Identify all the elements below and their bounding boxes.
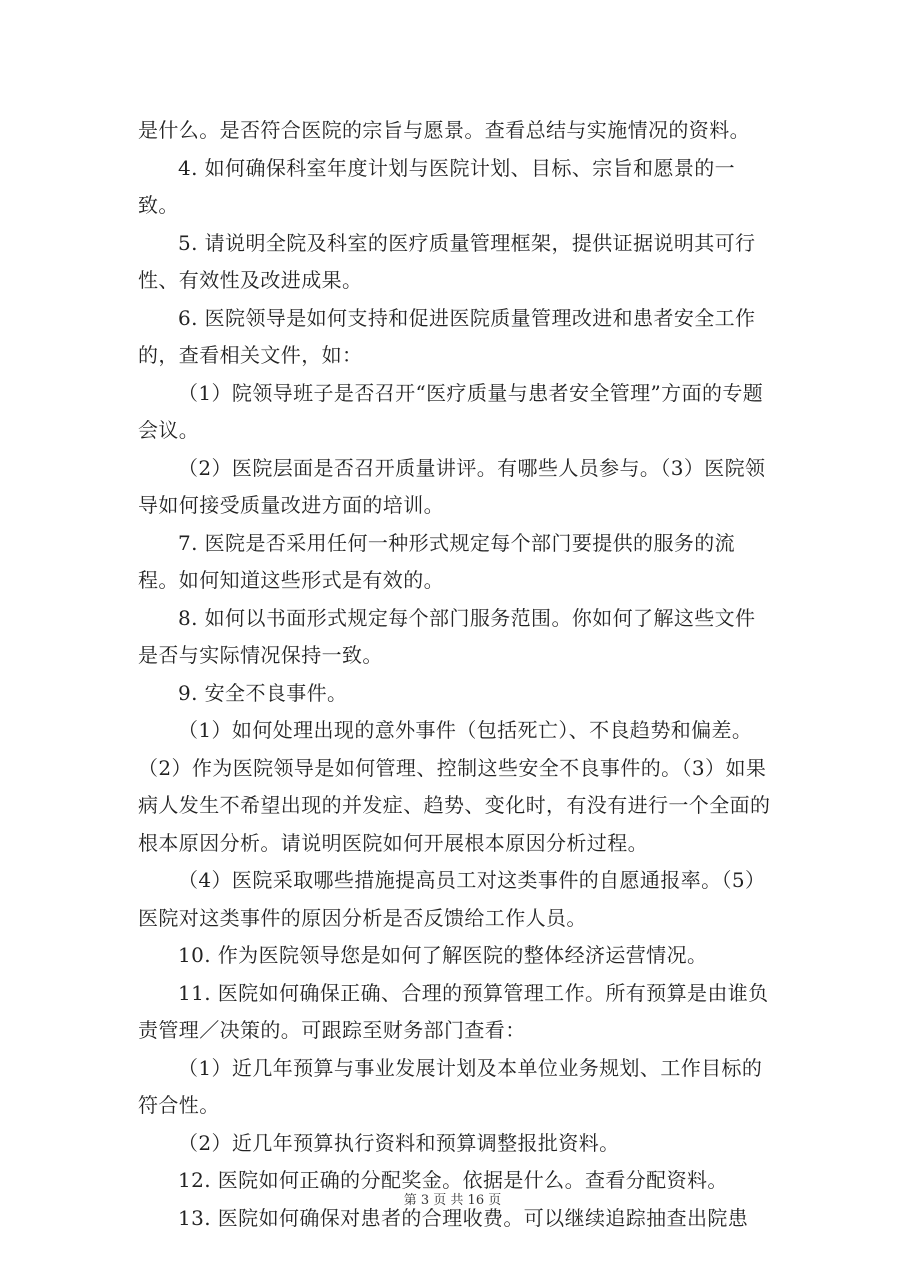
document-body: [138, 112, 774, 1237]
paragraph: （2）近几年预算执行资料和预算调整报批资料。: [178, 1130, 620, 1155]
paragraph: （1）近几年预算与事业发展计划及本单位业务规划、工作目标的符合性。: [138, 1055, 763, 1117]
paragraph: 8. 如何以书面形式规定每个部门服务范围。你如何了解这些文件是否与实际情况保持一致。: [138, 605, 756, 667]
paragraph: （1）如何处理出现的意外事件（包括死亡）、不良趋势和偏差。（2）作为医院领导是如何管理、控制这些安全不良事件的。（3）如果病人发生不希望出现的并发症、趋势、变化时，有没有进行一个全面的根本原因分析。请说明医院如何开展根本原因分析过程。: [138, 718, 771, 855]
paragraph: （1）院领导班子是否召开“医疗质量与患者安全管理”方面的专题会议。: [138, 380, 764, 442]
paragraph: 12. 医院如何正确的分配奖金。依据是什么。查看分配资料。: [178, 1168, 728, 1192]
page-number-footer: 第 3 页 共 16 页: [403, 1193, 502, 1208]
paragraph: 5. 请说明全院及科室的医疗质量管理框架，提供证据说明其可行性、有效性及改进成果。: [138, 230, 756, 292]
paragraph: （2）医院层面是否召开质量讲评。有哪些人员参与。（3）医院领导如何接受质量改进方面的培训。: [138, 455, 766, 517]
paragraph: 4. 如何确保科室年度计划与医院计划、目标、宗旨和愿景的一致。: [138, 155, 736, 217]
paragraph: （4）医院采取哪些措施提高员工对这类事件的自愿通报率。（5）医院对这类事件的原因分析是否反馈给工作人员。: [138, 868, 766, 930]
paragraph: 9. 安全不良事件。: [178, 680, 348, 705]
paragraph: 11. 医院如何确保正确、合理的预算管理工作。所有预算是由谁负责管理／决策的。可跟踪至财务部门查看：: [138, 980, 769, 1042]
paragraph: 6. 医院领导是如何支持和促进医院质量管理改进和患者安全工作的，查看相关文件，如：: [138, 305, 756, 367]
paragraph: 13. 医院如何确保对患者的合理收费。可以继续追踪抽查出院患: [178, 1205, 749, 1230]
paragraph: 是什么。是否符合医院的宗旨与愿景。查看总结与实施情况的资料。: [138, 118, 750, 142]
paragraph: 10. 作为医院领导您是如何了解医院的整体经济运营情况。: [178, 943, 708, 967]
paragraph: 7. 医院是否采用任何一种形式规定每个部门要提供的服务的流程。如何知道这些形式是有效的。: [138, 530, 736, 592]
